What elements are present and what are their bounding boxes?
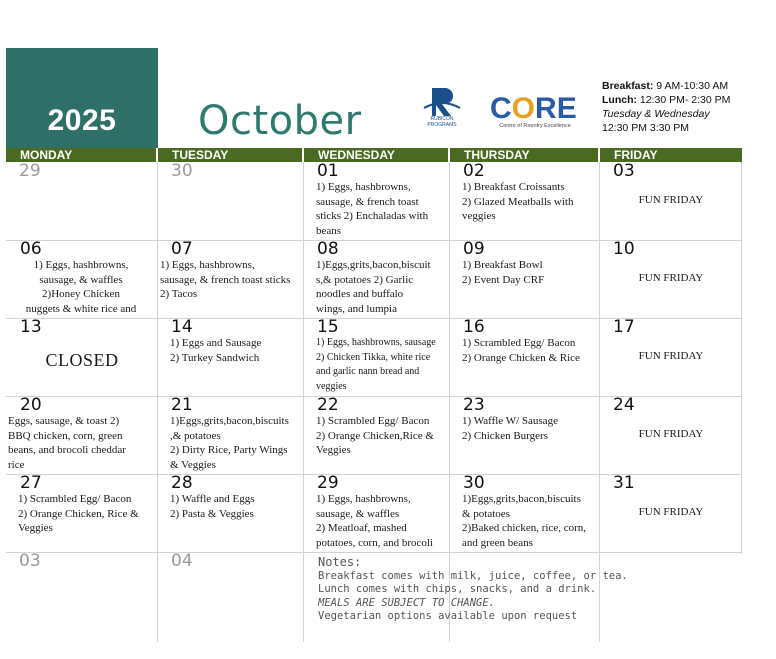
day-cell-tuesday <box>158 552 304 630</box>
menu-line: 1) Scrambled Egg/ Bacon <box>316 415 430 427</box>
menu-line: 2) Turkey Sandwich <box>170 351 260 364</box>
menu-line: 2) Glazed Meatballs with <box>462 195 574 208</box>
menu-items <box>158 414 304 472</box>
month-title: October <box>198 98 362 144</box>
core-logo-subtitle: Centre of Reentry Excellence <box>499 123 571 129</box>
menu-line: 2) Pasta & Veggies <box>170 507 254 520</box>
notes-title: Notes: <box>318 555 362 569</box>
menu-items <box>158 492 304 521</box>
day-cell-tuesday <box>158 396 304 474</box>
day-number: 20 <box>20 396 42 415</box>
notes-line: Lunch comes with chips, snacks, and a drink. <box>318 583 597 595</box>
menu-line: 1) Eggs, hashbrowns, <box>316 493 411 505</box>
menu-line: Eggs, sausage, & toast 2) <box>8 415 120 427</box>
menu-line: 2) Meatloaf, mashed <box>316 522 407 534</box>
menu-line: 2) Chicken Burgers <box>462 429 548 442</box>
menu-line: veggies <box>462 210 496 222</box>
lunch-label: Lunch: <box>602 94 637 106</box>
menu-line: 2) Dirty Rice, Party Wings <box>170 444 288 456</box>
day-number: 07 <box>171 240 193 259</box>
menu-line: 1) Eggs, hashbrowns, sausage <box>316 337 436 348</box>
day-number: 17 <box>613 318 635 337</box>
day-number: 08 <box>317 240 339 259</box>
day-number: 24 <box>613 396 635 415</box>
menu-line: 1) Eggs, hashbrowns, <box>160 259 255 271</box>
day-number: 06 <box>20 240 42 259</box>
menu-line: Veggies <box>18 522 53 534</box>
day-cell-tuesday <box>158 240 304 318</box>
day-number: 27 <box>20 474 42 493</box>
menu-items <box>450 414 600 443</box>
day-header-tuesday: TUESDAY <box>158 148 302 162</box>
menu-line: 1)Eggs,grits,bacon,biscuits <box>170 415 289 427</box>
day-number: 31 <box>613 474 635 493</box>
day-number: 01 <box>317 162 339 181</box>
fun-friday-label: FUN FRIDAY <box>638 350 704 362</box>
menu-line: & Veggies <box>170 458 216 471</box>
day-header-monday: MONDAY <box>6 148 156 162</box>
day-cell-wednesday <box>304 474 450 552</box>
day-cell-thursday <box>450 318 600 396</box>
menu-line: 1) Breakfast Bowl <box>462 259 543 271</box>
day-number: 21 <box>171 396 193 415</box>
menu-line: 2) Chicken Tikka, white rice <box>316 351 431 363</box>
day-number: 13 <box>20 318 42 337</box>
closed-label: CLOSED <box>45 350 119 370</box>
day-cell-friday <box>600 162 742 240</box>
menu-line: & potatoes <box>462 507 510 520</box>
day-header-thursday: THURSDAY <box>450 148 598 162</box>
menu-line: 1) Waffle W/ Sausage <box>462 415 558 427</box>
menu-line: beans, and brocoli cheddar <box>8 444 126 456</box>
menu-line: BBQ chicken, corn, green <box>8 429 123 442</box>
menu-line: 2) Orange Chicken, Rice & <box>18 507 139 520</box>
day-cell-friday <box>600 318 742 396</box>
day-cell-thursday <box>450 396 600 474</box>
day-cell-tuesday <box>158 474 304 552</box>
day-cell-tuesday <box>158 318 304 396</box>
day-cell-monday <box>6 240 158 318</box>
day-cell-tuesday <box>158 162 304 240</box>
menu-line: potatoes, corn, and brocoli <box>316 536 433 549</box>
menu-items <box>450 258 600 287</box>
notes-line: Vegetarian options available upon request <box>318 610 578 622</box>
menu-line: sausage, & french toast sticks <box>160 273 291 286</box>
day-cell-monday <box>6 474 158 552</box>
menu-line: sausage, & waffles <box>39 273 123 286</box>
day-number: 29 <box>317 474 339 493</box>
rubicon-logo-text: RUBICON PROGRAMS <box>427 116 457 128</box>
day-cell-monday <box>6 318 158 396</box>
day-number: 22 <box>317 396 339 415</box>
day-number: 02 <box>463 162 485 181</box>
day-number: 23 <box>463 396 485 415</box>
menu-items <box>304 336 450 394</box>
day-number: 28 <box>171 474 193 493</box>
core-logo: CORE <box>490 92 577 125</box>
menu-line: rice <box>8 458 25 471</box>
day-number: 30 <box>463 474 485 493</box>
day-number: 16 <box>463 318 485 337</box>
day-cell-monday <box>6 396 158 474</box>
menu-line: 1) Eggs and Sausage <box>170 337 262 349</box>
menu-line: wings, and lumpia <box>316 302 397 315</box>
menu-items <box>304 180 450 238</box>
menu-line: 2)Honey Chicken <box>42 288 120 300</box>
breakfast-time: 9 AM-10:30 AM <box>656 80 729 92</box>
fun-friday-label: FUN FRIDAY <box>638 272 704 284</box>
menu-line: sausage, & waffles <box>316 507 400 520</box>
menu-line: Veggies <box>316 444 351 456</box>
day-number: 14 <box>171 318 193 337</box>
day-number: 04 <box>171 552 193 571</box>
menu-line: 1)Eggs,grits,bacon,biscuit <box>316 259 431 271</box>
menu-items <box>6 258 158 316</box>
menu-line: 1) Waffle and Eggs <box>170 493 255 505</box>
menu-items <box>304 258 450 316</box>
day-cell-monday <box>6 552 158 630</box>
day-cell-monday <box>6 162 158 240</box>
menu-line: 1) Scrambled Egg/ Bacon <box>462 337 576 349</box>
menu-line: noodles and buffalo <box>316 288 404 300</box>
menu-items <box>450 336 600 365</box>
breakfast-label: Breakfast: <box>602 80 654 92</box>
notes-line: MEALS ARE SUBJECT TO CHANGE. <box>318 596 496 609</box>
day-number: 29 <box>19 162 41 181</box>
day-number: 10 <box>613 240 635 259</box>
menu-line: 1) Scrambled Egg/ Bacon <box>18 493 132 505</box>
day-header-wednesday: WEDNESDAY <box>304 148 448 162</box>
day-cell-wednesday <box>304 240 450 318</box>
fun-friday-label: FUN FRIDAY <box>638 194 704 206</box>
menu-items <box>158 336 304 365</box>
notes-section <box>318 556 628 624</box>
day-number: 09 <box>463 240 485 259</box>
lunch-time: 12:30 PM- 2:30 PM <box>639 94 731 106</box>
day-cell-thursday <box>450 474 600 552</box>
menu-line: 2) Event Day CRF <box>462 273 545 286</box>
menu-items <box>304 492 450 550</box>
menu-line: sticks 2) Enchaladas with <box>316 210 429 222</box>
fun-friday-label: FUN FRIDAY <box>638 428 704 440</box>
menu-items <box>450 180 600 224</box>
menu-line: and garlic nann bread and <box>316 366 420 377</box>
day-number: 03 <box>613 162 635 181</box>
day-cell-wednesday <box>304 162 450 240</box>
menu-line: beans <box>316 224 342 237</box>
menu-line: ,& potatoes <box>170 429 221 442</box>
menu-items <box>6 492 158 536</box>
day-number: 30 <box>171 162 193 181</box>
menu-line: 1) Breakfast Croissants <box>462 181 565 193</box>
menu-items <box>450 492 600 550</box>
notes-line: Breakfast comes with milk, juice, coffee, or tea. <box>318 569 628 582</box>
menu-line: 2) Orange Chicken,Rice & <box>316 429 434 442</box>
day-cell-wednesday <box>304 318 450 396</box>
menu-line: s,& potatoes 2) Garlic <box>316 273 414 286</box>
day-cell-friday <box>600 396 742 474</box>
day-header-friday: FRIDAY <box>600 148 742 162</box>
menu-line: veggies <box>316 380 347 392</box>
special-time: 12:30 PM 3:30 PM <box>602 122 689 134</box>
menu-line: 1) Eggs, hashbrowns, <box>33 259 129 271</box>
meal-hours <box>602 79 730 135</box>
menu-line: 1) Eggs, hashbrowns, <box>316 181 411 193</box>
day-cell-thursday <box>450 162 600 240</box>
menu-line: 2)Baked chicken, rice, corn, <box>462 522 586 534</box>
menu-line: 1)Eggs,grits,bacon,biscuits <box>462 493 581 505</box>
menu-line: nuggets & white rice and <box>25 302 137 315</box>
day-cell-friday <box>600 240 742 318</box>
menu-items <box>158 258 304 302</box>
menu-line: and green beans <box>462 536 533 549</box>
menu-line: sausage, & french toast <box>316 195 419 208</box>
menu-line: 2) Orange Chicken & Rice <box>462 351 580 364</box>
day-cell-wednesday <box>304 396 450 474</box>
day-cell-friday <box>600 474 742 552</box>
menu-line: 2) Tacos <box>160 288 198 300</box>
year-title: 2025 <box>47 104 117 137</box>
menu-items <box>6 414 158 472</box>
special-days: Tuesday & Wednesday <box>602 108 710 120</box>
day-cell-thursday <box>450 240 600 318</box>
day-number: 03 <box>19 552 41 571</box>
menu-items <box>304 414 450 458</box>
fun-friday-label: FUN FRIDAY <box>638 506 704 518</box>
day-number: 15 <box>317 318 339 337</box>
